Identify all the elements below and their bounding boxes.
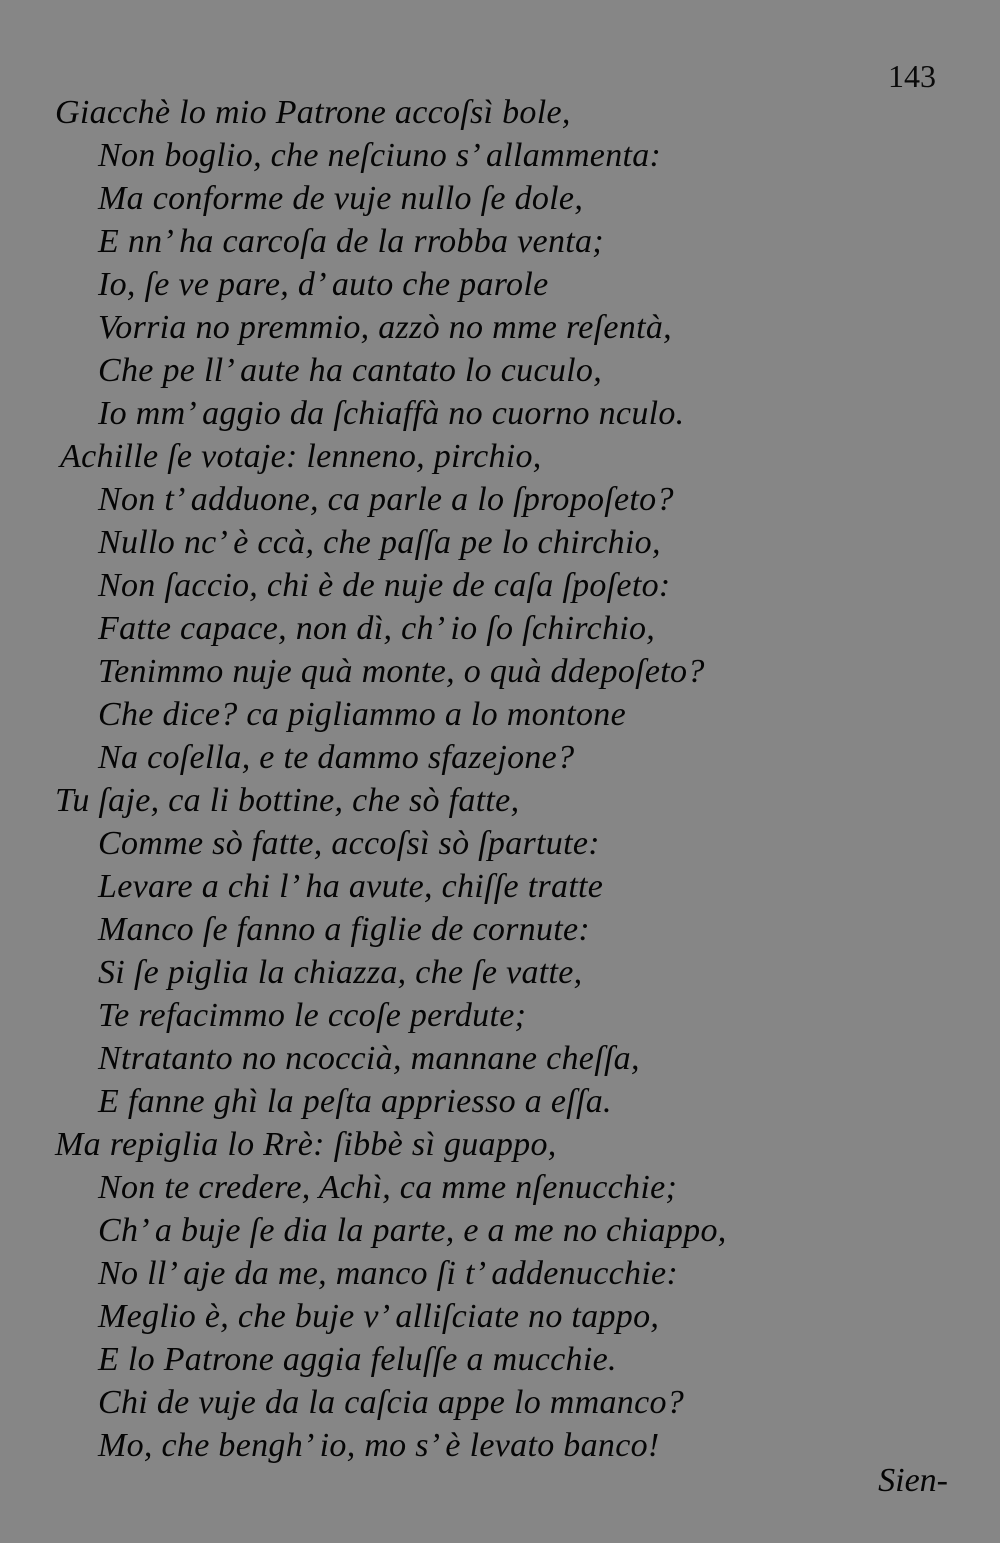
verse-line: Che pe ll’ aute ha cantato lo cuculo, xyxy=(98,352,602,389)
verse-line: Meglio è, che buje v’ alliſciate no tappo, xyxy=(98,1298,660,1335)
verse-line: Non boglio, che neſciuno s’ allammenta: xyxy=(98,137,662,174)
verse-line: E lo Patrone aggia feluſſe a mucchie. xyxy=(98,1341,617,1378)
verse-line: Io mm’ aggio da ſchiaffà no cuorno nculo. xyxy=(98,395,685,432)
verse-line: Levare a chi l’ ha avute, chiſſe tratte xyxy=(98,868,604,905)
verse-line: E fanne ghì la peſta appriesso a eſſa. xyxy=(98,1083,612,1120)
verse-line: Mo, che bengh’ io, mo s’ è levato banco! xyxy=(98,1427,660,1464)
verse-line: Ma conforme de vuje nullo ſe dole, xyxy=(98,180,584,217)
verse-line: Manco ſe fanno a figlie de cornute: xyxy=(98,911,591,948)
verse-line: No ll’ aje da me, manco ſi t’ addenucchie: xyxy=(98,1255,679,1292)
verse-line: Vorria no premmio, azzò no mme reſentà, xyxy=(98,309,672,346)
verse-line: Ch’ a buje ſe dia la parte, e a me no chiappo, xyxy=(98,1212,727,1249)
verse-line: Comme sò fatte, accoſsì sò ſpartute: xyxy=(98,825,600,862)
verse-line: Tenimmo nuje quà monte, o quà ddepoſeto? xyxy=(98,653,705,690)
verse-line: Fatte capace, non dì, ch’ io ſo ſchirchio, xyxy=(98,610,656,647)
verse-line: Nullo nc’ è ccà, che paſſa pe lo chirchio, xyxy=(98,524,661,561)
verse-line: Non t’ adduone, ca parle a lo ſpropoſeto? xyxy=(98,481,674,518)
verse-line: Na coſella, e te dammo sfazejone? xyxy=(98,739,575,776)
verse-line: Che dice? ca pigliammo a lo montone xyxy=(98,696,626,733)
verse-line: Non ſaccio, chi è de nuje de caſa ſpoſeto: xyxy=(98,567,671,604)
verse-line: Io, ſe ve pare, d’ auto che parole xyxy=(98,266,549,303)
verse-line: Non te credere, Achì, ca mme nſenucchie; xyxy=(98,1169,678,1206)
verse-line: Giacchè lo mio Patrone accoſsì bole, xyxy=(55,94,571,131)
verse-line: Ntratanto no ncoccià, mannane cheſſa, xyxy=(98,1040,640,1077)
page-number: 143 xyxy=(888,58,936,94)
verse-line: E nn’ ha carcoſa de la rrobba venta; xyxy=(98,223,604,260)
verse-line: Achille ſe votaje: lenneno, pirchio, xyxy=(60,438,542,475)
verse-line: Tu ſaje, ca li bottine, che sò fatte, xyxy=(55,782,520,819)
verse-line: Chi de vuje da la caſcia appe lo mmanco? xyxy=(98,1384,685,1421)
catchword: Sien- xyxy=(878,1462,948,1499)
verse-line: Si ſe piglia la chiazza, che ſe vatte, xyxy=(98,954,583,991)
verse-line: Ma repiglia lo Rrè: ſibbè sì guappo, xyxy=(55,1126,557,1163)
verse-line: Te refacimmo le ccoſe perdute; xyxy=(98,997,527,1034)
